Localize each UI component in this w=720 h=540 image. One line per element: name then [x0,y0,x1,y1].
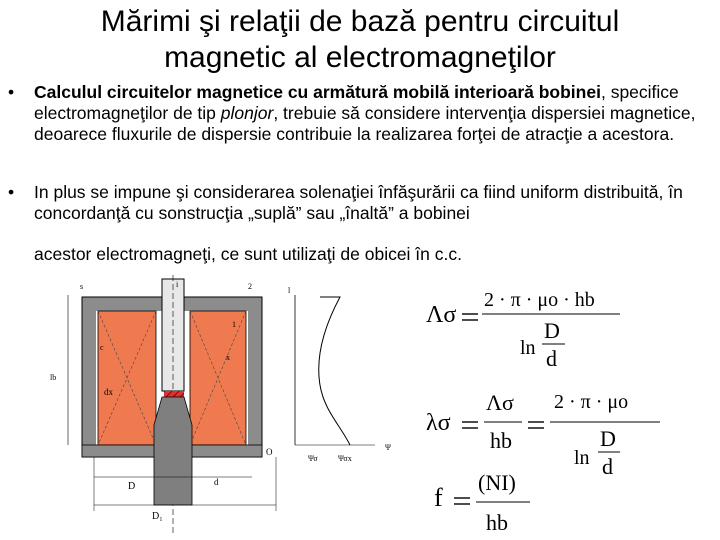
bullet1-bold-text: Calculul circuitelor magnetice cu armătură mobilă interioară bobinei [34,82,601,102]
label-psi-s: Ψσ [308,454,318,463]
slide-title [0,4,720,76]
f3-numerator: (NI) [478,470,516,495]
f1-d: d [546,346,557,371]
title-line-2: magnetic al electromagneţilor [164,41,556,74]
electromagnet-diagram [40,275,400,537]
f2-ln: ln [574,447,590,469]
label-one: 1 [232,320,236,329]
label-D: D [128,481,136,492]
flux-curve [319,297,350,445]
bullet1-text-b: , trebuie să considere intervenţia dispersiei magnetice, deoarece fluxurile de dispersie contribuie la realizarea forţei de atracţie a acestora. [34,103,696,144]
f2-d: d [602,454,613,479]
f1-ln: ln [520,337,536,359]
label-l: l [288,286,291,295]
f3-lhs: f [434,483,443,512]
bullet2-text: In plus se impune şi considerarea solenaţiei înfăşurării ca fiind uniform distribuită, în concordanţă cu sonstrucţia „suplă” sau „înaltă” a bobinei [34,182,683,223]
air-gap [164,391,184,397]
label-O: O [266,447,273,457]
bullet-marker: • [8,182,15,202]
f2-mid-num: Λσ [486,390,514,415]
label-i: i [176,280,179,289]
bullet2-continuation: acestor electromagneţi, ce sunt utilizaţi de obicei în c.c. [34,244,462,264]
label-s: s [80,282,84,291]
label-psi-sx: Ψσx [338,454,352,463]
f2-D: D [600,426,616,451]
bullet-item-2 [8,182,718,224]
label-two: 2 [248,282,252,291]
label-d: d [214,477,219,487]
formulas [420,280,720,538]
f2-numerator: 2 · π · μo [554,391,629,413]
title-line-1: Mărimi şi relaţii de bază pentru circuitul [100,5,620,38]
f1-lhs: Λσ [426,302,457,328]
label-dx: dx [104,387,113,397]
label-D1: D₁ [152,511,163,522]
label-psi: Ψ [385,443,391,452]
f1-numerator: 2 · π · μo · hb [484,289,595,311]
f1-D: D [544,318,560,343]
f2-lhs: λσ [426,410,451,436]
label-x: x [226,353,230,362]
f2-mid-den: hb [490,428,512,453]
bullet-item-1 [8,82,718,145]
bullet1-italic-text: plonjor [220,103,274,123]
label-c: c [100,343,104,352]
fixed-core [154,397,192,505]
f3-denominator: hb [486,510,508,535]
bullet-marker: • [8,82,15,102]
label-lb: lb [50,373,57,382]
bullet1-text-a: , specifice electromagneţilor de tip [34,82,679,123]
